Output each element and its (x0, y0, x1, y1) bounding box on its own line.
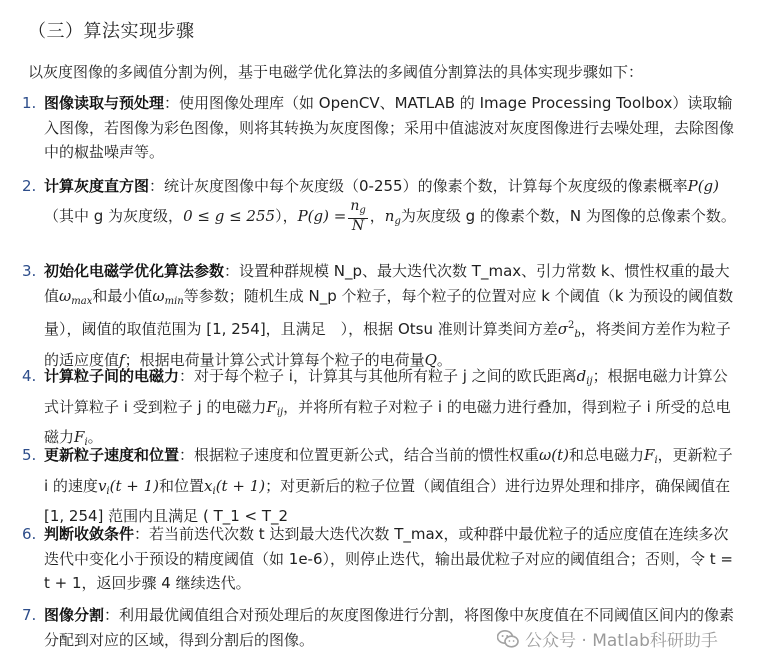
math-wmax-sub: max (71, 295, 93, 307)
math-fi-sub: i (654, 455, 658, 466)
step-title: 更新粒子速度和位置 (44, 446, 180, 464)
step-text: ；对更新后的粒子位置（阈值组合）进行边界处理和排序，确保阈值在 [1, 254] 范围内且满足 ( T_1 < T_2 (44, 476, 731, 525)
fraction-denominator: N (351, 217, 365, 234)
math-f: f (119, 350, 125, 369)
fraction-numerator-sub: g (359, 204, 366, 216)
step-text: ：统计灰度图像中每个灰度级（0-255）的像素个数，计算每个灰度级的像素概率 (149, 177, 688, 195)
math-wmin-sub: min (164, 295, 184, 307)
math-omega: ω(t) (539, 446, 569, 464)
step-number: 6. (22, 525, 37, 543)
step-body (44, 522, 738, 596)
step-text: ：根据粒子速度和位置更新公式，结合当前的惯性权重 (179, 446, 540, 464)
step-body (44, 259, 738, 372)
math-fij-sub: ij (276, 406, 284, 418)
math-x-arg: (t + 1) (215, 476, 266, 495)
math-range: 0 ≤ g ≤ 255 (183, 206, 276, 225)
math-fi-sub: i (84, 437, 88, 448)
math-v-sub: i (106, 485, 110, 497)
watermark (497, 626, 718, 651)
step-title: 计算粒子间的电磁力 (44, 367, 180, 385)
math-fi: F (74, 428, 85, 446)
step-number: 5. (22, 446, 37, 464)
step-body (44, 364, 738, 456)
step-text: （其中 g 为灰度级， (44, 206, 184, 225)
math-wmax: ω (59, 286, 72, 305)
step-number: 3. (22, 262, 37, 280)
math-sigma-sup: 2 (567, 320, 575, 331)
math-d: d (576, 367, 587, 385)
step-text: 和总电磁力 (569, 446, 645, 464)
step-number: 2. (22, 177, 37, 195)
math-fi: F (644, 446, 655, 464)
step-body (44, 443, 738, 529)
math-wmin: ω (152, 286, 165, 305)
math-ng: n (384, 206, 395, 225)
step-text: ；根据电荷量计算公式计算每个粒子的电荷量 (124, 350, 425, 369)
watermark-text: 公众号 · Matlab科研助手 (525, 631, 718, 651)
math-pg: P(g) (687, 177, 720, 195)
step-text: ：利用最优阈值组合对预处理后的灰度图像进行分割，将图像中灰度值在不同阈值区间内的像素分配到对应的区域，得到分割后的图像。 (44, 606, 735, 649)
step-text: 为灰度级 g 的像素个数，N 为图像的总像素个数。 (400, 206, 736, 225)
section-title: （三）算法实现步骤 (28, 21, 195, 42)
step-number: 1. (22, 94, 37, 112)
step-text: ，更新粒子 i 的速度 (44, 446, 733, 495)
step-title: 判断收敛条件 (44, 525, 135, 543)
step-text: ：使用图像处理库（如 OpenCV、MATLAB 的 Image Processing Toolbox）读取输入图像，若图像为彩色图像，则将其转换为灰度图像；采用中值滤波对灰度图像进行去噪处理，去除图像中的椒盐噪声等。 (44, 94, 735, 161)
math-fraction (348, 199, 367, 234)
math-v: v (97, 476, 107, 495)
step-text: ，将类间方差作为粒子的适应度值 (44, 320, 731, 369)
step-text: ：对于每个粒子 i，计算其与其他所有粒子 j 之间的欧氏距离 (179, 367, 577, 385)
step-text: 等参数；随机生成 N_p 个粒子，每个粒子的位置对应 k 个阈值（k 为预设的阈值数量），阈值的取值范围为 [1, 254]，且满足 ），根据 Otsu 准则计算类间方差 (44, 286, 734, 338)
step-number: 7. (22, 606, 37, 624)
math-q: Q (424, 350, 437, 369)
math-v-arg: (t + 1) (109, 476, 160, 495)
step-text: ）， (275, 206, 298, 225)
math-d-sub: ij (586, 376, 593, 387)
step-text: 和位置 (159, 476, 205, 495)
wechat-icon (497, 629, 519, 649)
math-sigma: σ (557, 320, 568, 338)
fraction-numerator: n (350, 197, 360, 214)
math-sigma-sub: b (574, 329, 581, 340)
step-title: 初始化电磁学优化算法参数 (44, 262, 225, 280)
step-text: ， (369, 206, 385, 225)
step-text: 。 (87, 428, 103, 446)
intro-paragraph: 以灰度图像的多阈值分割为例，基于电磁学优化算法的多阈值分割算法的具体实现步骤如下： (28, 63, 644, 81)
step-number: 4. (22, 367, 37, 385)
math-fij: F (266, 397, 277, 416)
step-body (44, 174, 738, 234)
step-text: 和最小值 (92, 286, 153, 305)
math-x: x (204, 476, 213, 495)
step-text: ：若当前迭代次数 t 达到最大迭代次数 T_max，或种群中最优粒子的适应度值在连续多次迭代中变化小于预设的精度阈值（如 1e-6），则停止迭代，输出最优粒子对应的阈值组合；否则，令 t = t + 1，返回步骤 4 继续迭代。 (44, 525, 733, 592)
math-formula-lhs: P(g) = (297, 206, 347, 225)
step-text: ，并将所有粒子对粒子 i 的电磁力进行叠加，得到粒子 i 所受的总电磁力 (44, 397, 731, 446)
step-text: 。 (436, 350, 452, 369)
step-text: ：设置种群规模 N_p、最大迭代次数 T_max、引力常数 k、惯性权重的最大值 (44, 262, 730, 305)
step-text: ；根据电磁力计算公式计算粒子 i 受到粒子 j 的电磁力 (44, 367, 728, 416)
step-body (44, 91, 738, 165)
math-x-sub: i (212, 485, 216, 497)
step-title: 图像分割 (44, 606, 105, 624)
math-ng-sub: g (394, 215, 401, 227)
step-title: 计算灰度直方图 (44, 177, 150, 195)
step-title: 图像读取与预处理 (44, 94, 165, 112)
